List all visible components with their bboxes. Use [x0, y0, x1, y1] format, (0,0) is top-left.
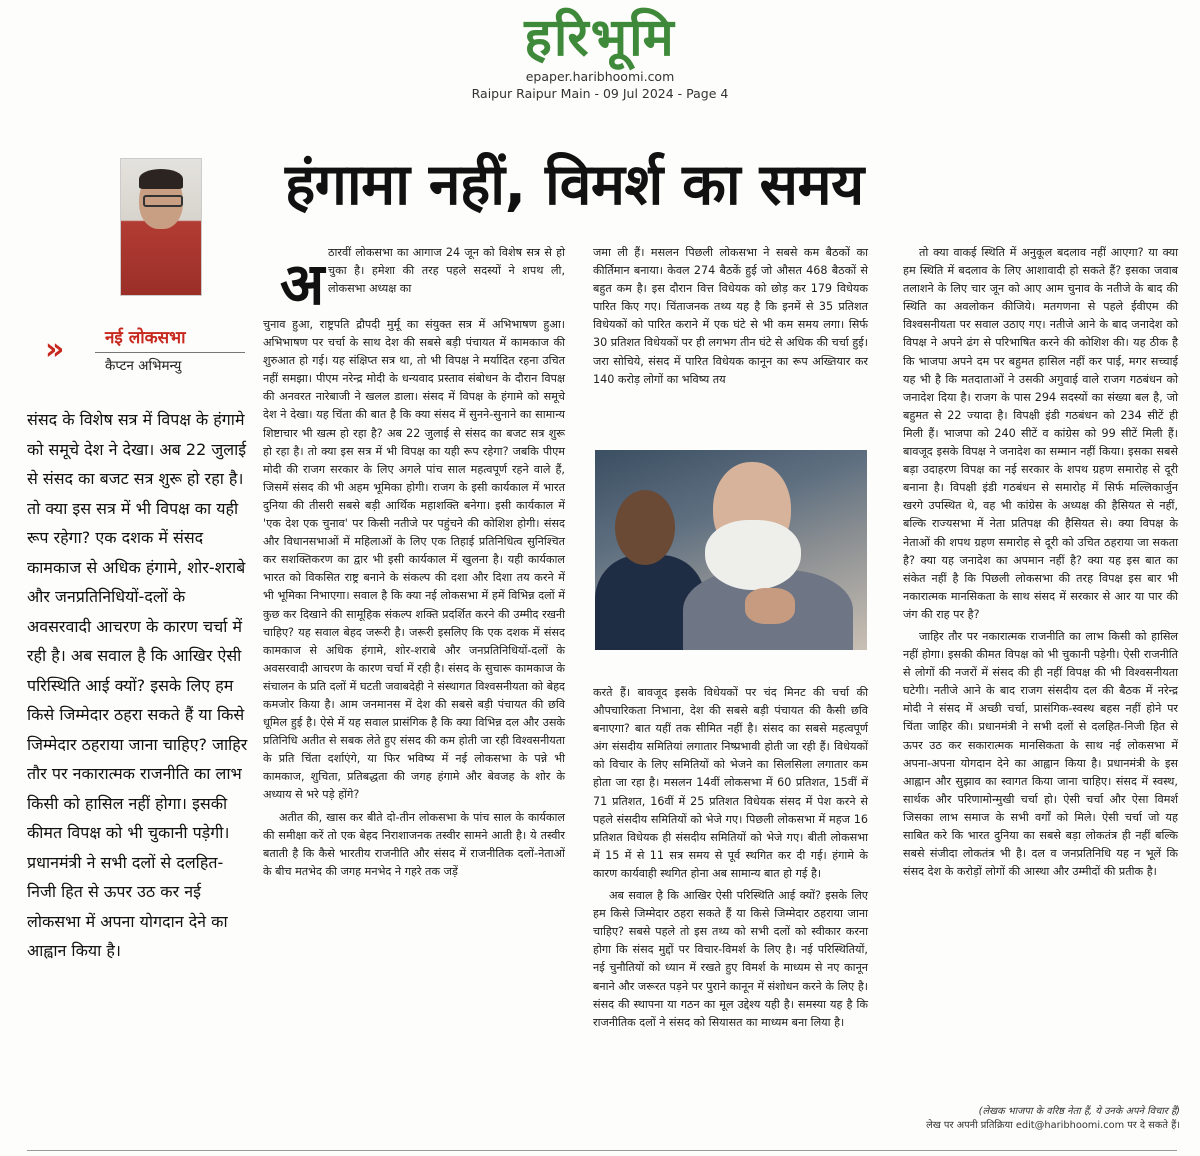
column-1-paragraph: अतीत की, खास कर बीते दो-तीन लोकसभा के पांच साल के कार्यकाल की समीक्षा करें तो एक बेहद निराशाजनक तस्वीर सामने आती है। ये तस्वीर बताती है कि कैसे भारतीय राजनीति और संसद में राजनीतिक दलों-नेताओं के बीच मतभेद की जगह मनभेद ने गहरे तक जड़ें [263, 810, 565, 878]
edition-info: Raipur Raipur Main - 09 Jul 2024 - Page 4 [471, 86, 729, 101]
pull-quote: संसद के विशेष सत्र में विपक्ष के हंगामे को समूचे देश ने देखा। अब 22 जुलाई से संसद का बजट सत्र शुरू हो रहा है। तो क्या इस सत्र में भी विपक्ष का यही रूप रहेगा? एक दशक में संसद कामकाज से अधिक हंगामे, शोर-शराबे और जनप्रतिनिधियों-दलों के अवसरवादी आचरण के कारण चर्चा में रही है। अब सवाल है कि आखिर ऐसी परिस्थिति आई क्यों? इसके लिए हम किसे जिम्मेदार ठहरा सकते हैं या किसे जिम्मेदार ठहराया जाना चाहिए? जाहिर तौर पर नकारात्मक राजनीति का लाभ किसी को हासिल नहीं होगा। इसकी कीमत विपक्ष को भी चुकानी पड़ेगी। प्रधानमंत्री ने सभी दलों से दलहित-निजी हित से ऊपर उठ कर नई लोकसभा में अपना योगदान देने का आह्वान किया है। [27, 410, 248, 960]
article-photo [595, 450, 867, 650]
column-2-paragraph: करते हैं। बावजूद इसके विधेयकों पर चंद मिनट की चर्चा की औपचारिकता निभाना, देश की सबसे बड़ी पंचायत की कैसी छवि बनाएगा? बात यहीं तक सीमित नहीं है। संसद का सबसे महत्वपूर्ण अंग संसदीय समितियां लगातार निष्प्रभावी होती जा रही हैं। विधेयकों को विचार के लिए समितियों को भेजने का सिलसिला लगातार कम होता जा रहा है। मसलन 14वीं लोकसभा में 60 प्रतिशत, 15वीं में 71 प्रतिशत, 16वीं में 25 प्रतिशत विधेयक संसद में पेश करने से पहले संसदीय समितियों को भेजे गए। पिछली लोकसभा में महज 16 प्रतिशत विधेयक ही संसदीय समितियों को भेजे गए। बीती लोकसभा में 15 में से 11 सत्र समय से पूर्व स्थगित कर दी गई। हंगामे के कारण कार्यवाही स्थगित होना अब सामान्य बात हो गई है। [593, 686, 868, 880]
column-1-lead [290, 244, 565, 298]
column-2-paragraph: जमा ली हैं। मसलन पिछली लोकसभा ने सबसे कम बैठकों का कीर्तिमान बनाया। केवल 274 बैठकें हुई जो औसत 468 बैठकों से बहुत कम है। इस दौरान वित्त विधेयक को छोड़ कर 179 विधेयक पारित किए गए। चिंताजनक तथ्य यह है कि इनमें से 35 प्रतिशत विधेयकों को पारित कराने में एक घंटे से भी कम समय लगा। सिर्फ 30 प्रतिशत विधेयकों पर ही लगभग तीन घंटे से अधिक की चर्चा हुई। जरा सोचिये, संसद में पारित विधेयक कानून का रूप अख्तियार कर 140 करोड़ लोगों का भविष्य तय [593, 246, 868, 386]
photo-face-left [615, 490, 675, 565]
column-1-body [263, 316, 565, 885]
photo-hand [745, 588, 795, 624]
column-2-body [593, 684, 868, 1036]
chevron-right-icon: » [45, 332, 65, 367]
article-headline: हंगामा नहीं, विमर्श का समय [285, 152, 864, 218]
byline-divider [95, 352, 245, 353]
feedback-line: लेख पर अपनी प्रतिक्रिया edit@haribhoomi.com पर दे सकते हैं। [926, 1120, 1180, 1131]
author-hair [139, 169, 183, 189]
newspaper-logo: हरिभूमि [524, 8, 676, 68]
lead-text: ठारवीं लोकसभा का आगाज 24 जून को विशेष सत्र से हो चुका है। हमेशा की तरह पहले सदस्यों ने शपथ ली, लोकसभा अध्यक्ष का [328, 246, 565, 296]
epaper-url: epaper.haribhoomi.com [525, 69, 675, 84]
author-photo [120, 158, 202, 296]
column-2-paragraph: अब सवाल है कि आखिर ऐसी परिस्थिति आई क्यों? इसके लिए हम किसे जिम्मेदार ठहरा सकते हैं या किसे जिम्मेदार ठहराया जाना चाहिए? सबसे पहले तो इस तथ्य को सभी दलों को स्वीकार करना होगा कि संसद मुद्दों पर विचार-विमर्श के लिए है। नई परिस्थितियों, नई चुनौतियों को ध्यान में रखते हुए विमर्श के माध्यम से नए कानून बनाने और जरूरत पड़ने पर पुराने कानून में संशोधन करने के लिए है। संसद की स्थापना या गठन का मूल उद्देश्य यही है। समस्या यह है कि राजनीतिक दलों ने संसद को सियासत का माध्यम बना लिया है। [593, 889, 868, 1029]
masthead [0, 0, 1200, 108]
column-2-top [593, 244, 868, 393]
bottom-rule [27, 1150, 1177, 1151]
drop-cap: अ [280, 250, 325, 318]
author-glasses [143, 195, 183, 207]
footer-notes [895, 1105, 1180, 1133]
column-1-paragraph: चुनाव हुआ, राष्ट्रपति द्रौपदी मुर्मू का संयुक्त सत्र में अभिभाषण हुआ। अभिभाषण पर चर्चा के साथ देश की सबसे बड़ी पंचायत में कामकाज की शुरुआत हो गई। यह संक्षिप्त सत्र था, तो भी विपक्ष ने मर्यादित रहना उचित नहीं समझा। पीएम नरेन्द्र मोदी के धन्यवाद प्रस्ताव संबोधन के दौरान विपक्ष की अनवरत नारेबाजी ने खलल डाला। संसद में विपक्ष के हंगामे को समूचे देश ने देखा। यह चिंता की बात है कि क्या संसद में सुनने-सुनाने का सामान्य शिष्टाचार भी खत्म हो रहा है? अब 22 जुलाई से संसद का बजट सत्र शुरू हो रहा है। तो क्या इस सत्र में भी विपक्ष का यही रूप रहेगा? जबकि पीएम मोदी की राजग सरकार के लिए अगले पांच साल महत्वपूर्ण रहने वाले हैं, जिसमें संसद की भी अहम भूमिका होगी। राजग के इसी कार्यकाल में भारत दुनिया की तीसरी सबसे बड़ी आर्थिक महाशक्ति बनेगा। इसी कार्यकाल में 'एक देश एक चुनाव' पर किसी नतीजे पर पहुंचने की कोशिश होगी। संसद और विधानसभाओं में महिलाओं के लिए एक तिहाई प्रतिनिधित्व सुनिश्चित कर सशक्तिकरण का द्वार भी इसी कार्यकाल में खुलना है। यही कार्यकाल भारत को विकसित राष्ट्र बनाने के संकल्प की दशा और दिशा तय करने में भी भूमिका निभाएगा। सवाल है कि क्या नई लोकसभा में हमें विभिन्न दलों में कुछ कर दिखाने की सामूहिक संकल्प शक्ति प्रदर्शित करने की उम्मीद रखनी चाहिए? यह सवाल बेहद जरूरी है। जरूरी इसलिए कि एक दशक में संसद कामकाज से अधिक हंगामे, शोर-शराबे और जनप्रतिनिधियों-दलों के अवसरवादी आचरण के कारण चर्चा में रही है। संसद के सुचारू कामकाज के संचालन के प्रति दलों में घटती जवाबदेही ने संस्थागत विश्वसनीयता को बेहद कमजोर किया है। आम जनमानस में देश की सबसे बड़ी पंचायत की छवि धूमिल हुई है। ऐसे में यह सवाल प्रासंगिक है कि क्या विभिन्न दल और उसके प्रतिनिधि अतीत से सबक लेते हुए संसद की कम होती जा रही विश्वसनीयता के प्रति चिंता दर्शाएंगे, या फिर भविष्य में नई लोकसभा के पन्ने भी कामकाज, शुचिता, प्रतिबद्धता की जगह हंगामे और बेवजह के शोर के अध्याय से भरे पड़े होंगे? [263, 318, 565, 802]
photo-beard [705, 520, 801, 590]
author-disclaimer: (लेखक भाजपा के वरिष्ठ नेता हैं, ये उनके अपने विचार हैं) [978, 1106, 1180, 1117]
column-3-paragraph: जाहिर तौर पर नकारात्मक राजनीति का लाभ किसी को हासिल नहीं होगा। इसकी कीमत विपक्ष को भी चुकानी पड़ेगी। ऐसी राजनीति से लोगों की नजरों में संसद की ही नहीं विपक्ष की भी विश्वसनीयता घटेगी। नतीजे आने के बाद राजग संसदीय दल की बैठक में नरेन्द्र मोदी ने संसद में अच्छी चर्चा, प्रासंगिक-स्वस्थ बहस नहीं होने पर चिंता जाहिर की। प्रधानमंत्री ने सभी दलों से दलहित-निजी हित से ऊपर उठ कर सकारात्मक मानसिकता के साथ नई लोकसभा में अपना-अपना योगदान देने का आह्वान किया है। प्रधानमंत्री के इस आह्वान और सुझाव का स्वागत किया जाना चाहिए। संसद में स्वस्थ, सार्थक और परिणामोन्मुखी चर्चा हो। ऐसी चर्चा और ऐसा विमर्श जिसका लाभ समाज के सभी वर्गों को मिले। ऐसी चर्चा जो यह साबित करे कि भारत दुनिया का सबसे बड़ा लोकतंत्र ही नहीं बल्कि सबसे संजीदा लोकतंत्र भी है। दल व जनप्रतिनिधि यह न भूलें कि संसद देश के करोड़ों लोगों की आस्था और उम्मीदों की प्रतीक है। [903, 629, 1178, 879]
section-label: नई लोकसभा [105, 328, 186, 348]
column-3-body [903, 244, 1178, 885]
author-name: कैप्टन अभिमन्यु [105, 358, 182, 374]
column-3-paragraph: तो क्या वाकई स्थिति में अनुकूल बदलाव नहीं आएगा? या क्या हम स्थिति में बदलाव के लिए आशावादी हो सकते हैं? इसका जवाब तलाशने के लिए चार जून को आए आम चुनाव के नतीजे के बाद की स्थिति का अवलोकन कीजिये। मतगणना से पहले ईवीएम की विश्वसनीयता पर सवाल उठाए गए। नतीजे आने के बाद जनादेश को विपक्ष ने अपने ढंग से परिभाषित करने की कोशिश की। यह ठीक है कि भाजपा अपने दम पर बहुमत हासिल नहीं कर पाई, मगर सच्चाई यह भी है कि मतदाताओं ने उसकी अगुवाई वाले राजग गठबंधन को जनादेश दिया है। राजग के पास 294 सदस्यों का संख्या बल है, जो बहुमत से 22 ज्यादा है। विपक्षी इंडी गठबंधन को 234 सीटें ही मिली हैं। भाजपा को 240 सीटें व कांग्रेस को 99 सीटें मिली हैं। बावजूद इसके विपक्ष ने जनादेश का सम्मान नहीं किया। इसका सबसे बड़ा उदाहरण विपक्ष का नई सरकार के शपथ ग्रहण समारोह से दूरी बनाना है। विपक्षी इंडी गठबंधन से समारोह में सिर्फ मल्लिकार्जुन खरगे उपस्थित थे, वह भी कांग्रेस के अध्यक्ष की हैसियत से नहीं, बल्कि राज्यसभा में नेता प्रतिपक्ष की हैसियत से। क्या विपक्ष के नेताओं की शपथ ग्रहण समारोह से दूरी को उचित ठहराया जा सकता है? क्या यह जनादेश का अपमान नहीं है? क्या यह इस बात का संकेत नहीं है कि पिछली लोकसभा की तरह विपक्ष इस बार भी नकारात्मक मानसिकता के साथ संसद में सरकार से आर या पार की जंग की राह पर है? [903, 246, 1178, 621]
